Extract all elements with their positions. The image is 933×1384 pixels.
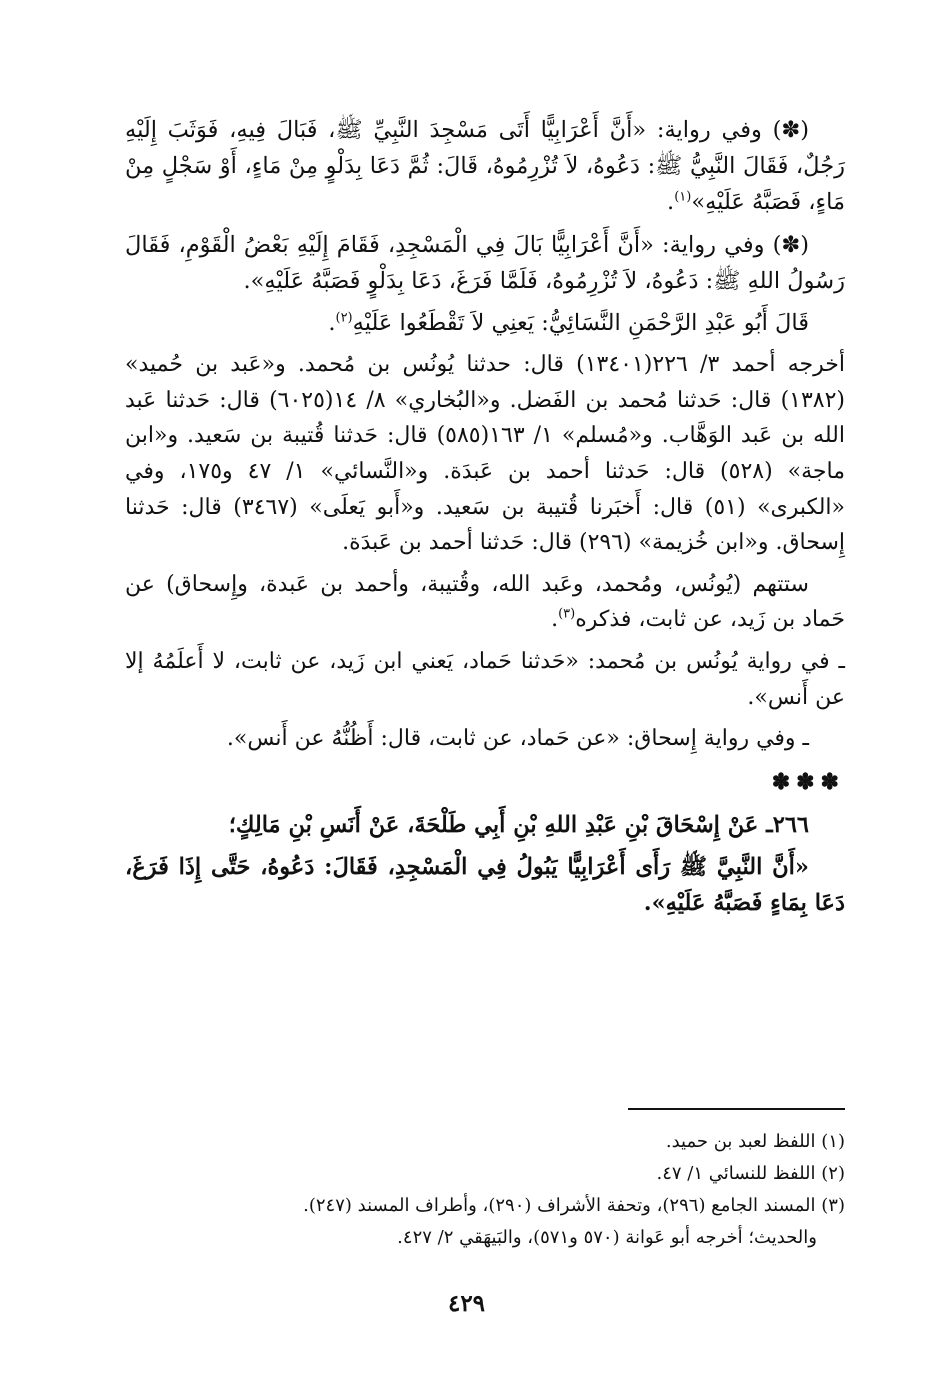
narration-paragraph-1: (✽) وفي رواية: «أَنَّ أَعْرَابِيًّا أَتَى مَسْجِدَ النَّبِيِّ ﷺ، فَبَالَ فِيهِ، فَوَثَبَ إِلَيْهِ رَجُلٌ، فَقَالَ النَّبِيُّ ﷺ: دَعُوهُ، لاَ تُزْرِمُوهُ، قَالَ: ثُمَّ دَعَا بِدَلْوٍ مِنْ مَاءٍ، أَوْ سَجْلٍ مِنْ مَاءٍ، فَصَبَّهُ عَلَيْهِ»$^{(١)}$. bbox=[125, 117, 845, 216]
narration-paragraph-2: (✽) وفي رواية: «أَنَّ أَعْرَابِيًّا بَالَ فِي الْمَسْجِدِ، فَقَامَ إِلَيْهِ بَعْضُ الْقَوْمِ، فَقَالَ رَسُولُ اللهِ ﷺ: دَعُوهُ، لاَ تُزْرِمُوهُ، فَلَمَّا فَرَغَ، دَعَا بِدَلْوٍ فَصَبَّهُ عَلَيْهِ». bbox=[125, 231, 845, 294]
hadith-266-chain: ٢٦٦ـ عَنْ إِسْحَاقَ بْنِ عَبْدِ اللهِ بْنِ أَبِي طَلْحَةَ، عَنْ أَنَسِ بْنِ مَالِكٍ؛ bbox=[228, 811, 809, 838]
footnote-divider bbox=[628, 1108, 845, 1110]
variant-note-2: ـ وفي رواية إِسحاق: «عن حَماد، عن ثابت، قال: أَظُنُّهُ عن أَنس». bbox=[226, 726, 809, 752]
footnote-3: (٣) المسند الجامع (٢٩٦)، وتحفة الأشراف (٢٩٠)، وأطراف المسند (٢٤٧). bbox=[303, 1195, 845, 1216]
page-number: ٤٢٩ bbox=[447, 1290, 486, 1317]
main-text bbox=[125, 112, 845, 927]
hadith-266-text: «أَنَّ النَّبِيَّ ﷺ رَأَى أَعْرَابِيًّا يَبُولُ فِي الْمَسْجِدِ، فَقَالَ: دَعُوهُ، حَتَّى إِذَا فَرَغَ، دَعَا بِمَاءٍ فَصَبَّهُ عَلَيْهِ». bbox=[125, 853, 845, 917]
isnad-summary: ستتهم (يُونُس، ومُحمد، وعَبد الله، وقُتيبة، وأحمد بن عَبدة، وإِسحاق) عن حَماد بن زَيد، عن ثابت، فذكره$^{(٣)}$. bbox=[125, 571, 845, 633]
section-separator: ✽✽✽ bbox=[771, 768, 845, 795]
variant-note-1: ـ في رواية يُونُس بن مُحمد: «حَدثنا حَماد، يَعني ابن زَيد، عن ثابت، لا أَعلَمُهُ إلا عن أَنس». bbox=[125, 648, 845, 710]
takhrij-paragraph: أخرجه أحمد ٣/ ٢٢٦(١٣٤٠١) قال: حدثنا يُونُس بن مُحمد. و«عَبد بن حُميد» (١٣٨٢) قال: حَدثنا مُحمد بن الفَضل. و«البُخاري» ٨/ ١٤(٦٠٢٥) قال: حَدثنا عَبد الله بن عَبد الوَهَّاب. و«مُسلم» ١/ ١٦٣(٥٨٥) قال: حَدثنا قُتيبة بن سَعيد. و«ابن ماجة» (٥٢٨) قال: حَدثنا أحمد بن عَبدَة. و«النَّسائي» ١/ ٤٧ و١٧٥، وفي «الكبرى» (٥١) قال: أَخبَرنا قُتيبة بن سَعيد. و«أَبو يَعلَى» (٣٤٦٧) قال: حَدثنا إِسحاق. و«ابن خُزيمة» (٢٩٦) قال: حَدثنا أحمد بن عَبدَة. bbox=[125, 352, 846, 556]
footnote-ref-3: (٣) bbox=[558, 607, 576, 623]
footnote-ref-1: (١) bbox=[674, 189, 692, 205]
footnote-3-continued: والحديث؛ أخرجه أبو عَوانة (٥٧٠ و٥٧١)، والبَيهَقي ٢/ ٤٢٧. bbox=[397, 1227, 817, 1248]
footnote-1: (١) اللفظ لعبد بن حميد. bbox=[665, 1131, 845, 1152]
footnote-2: (٢) اللفظ للنسائي ١/ ٤٧. bbox=[656, 1163, 845, 1184]
nasai-comment: قَالَ أَبُو عَبْدِ الرَّحْمَنِ النَّسَائِيُّ: يَعنِي لاَ تَقْطَعُوا عَلَيْهِ$^{(٢)}$. bbox=[328, 310, 809, 337]
footnote-ref-2: (٢) bbox=[335, 310, 353, 326]
footnotes bbox=[240, 1126, 845, 1254]
